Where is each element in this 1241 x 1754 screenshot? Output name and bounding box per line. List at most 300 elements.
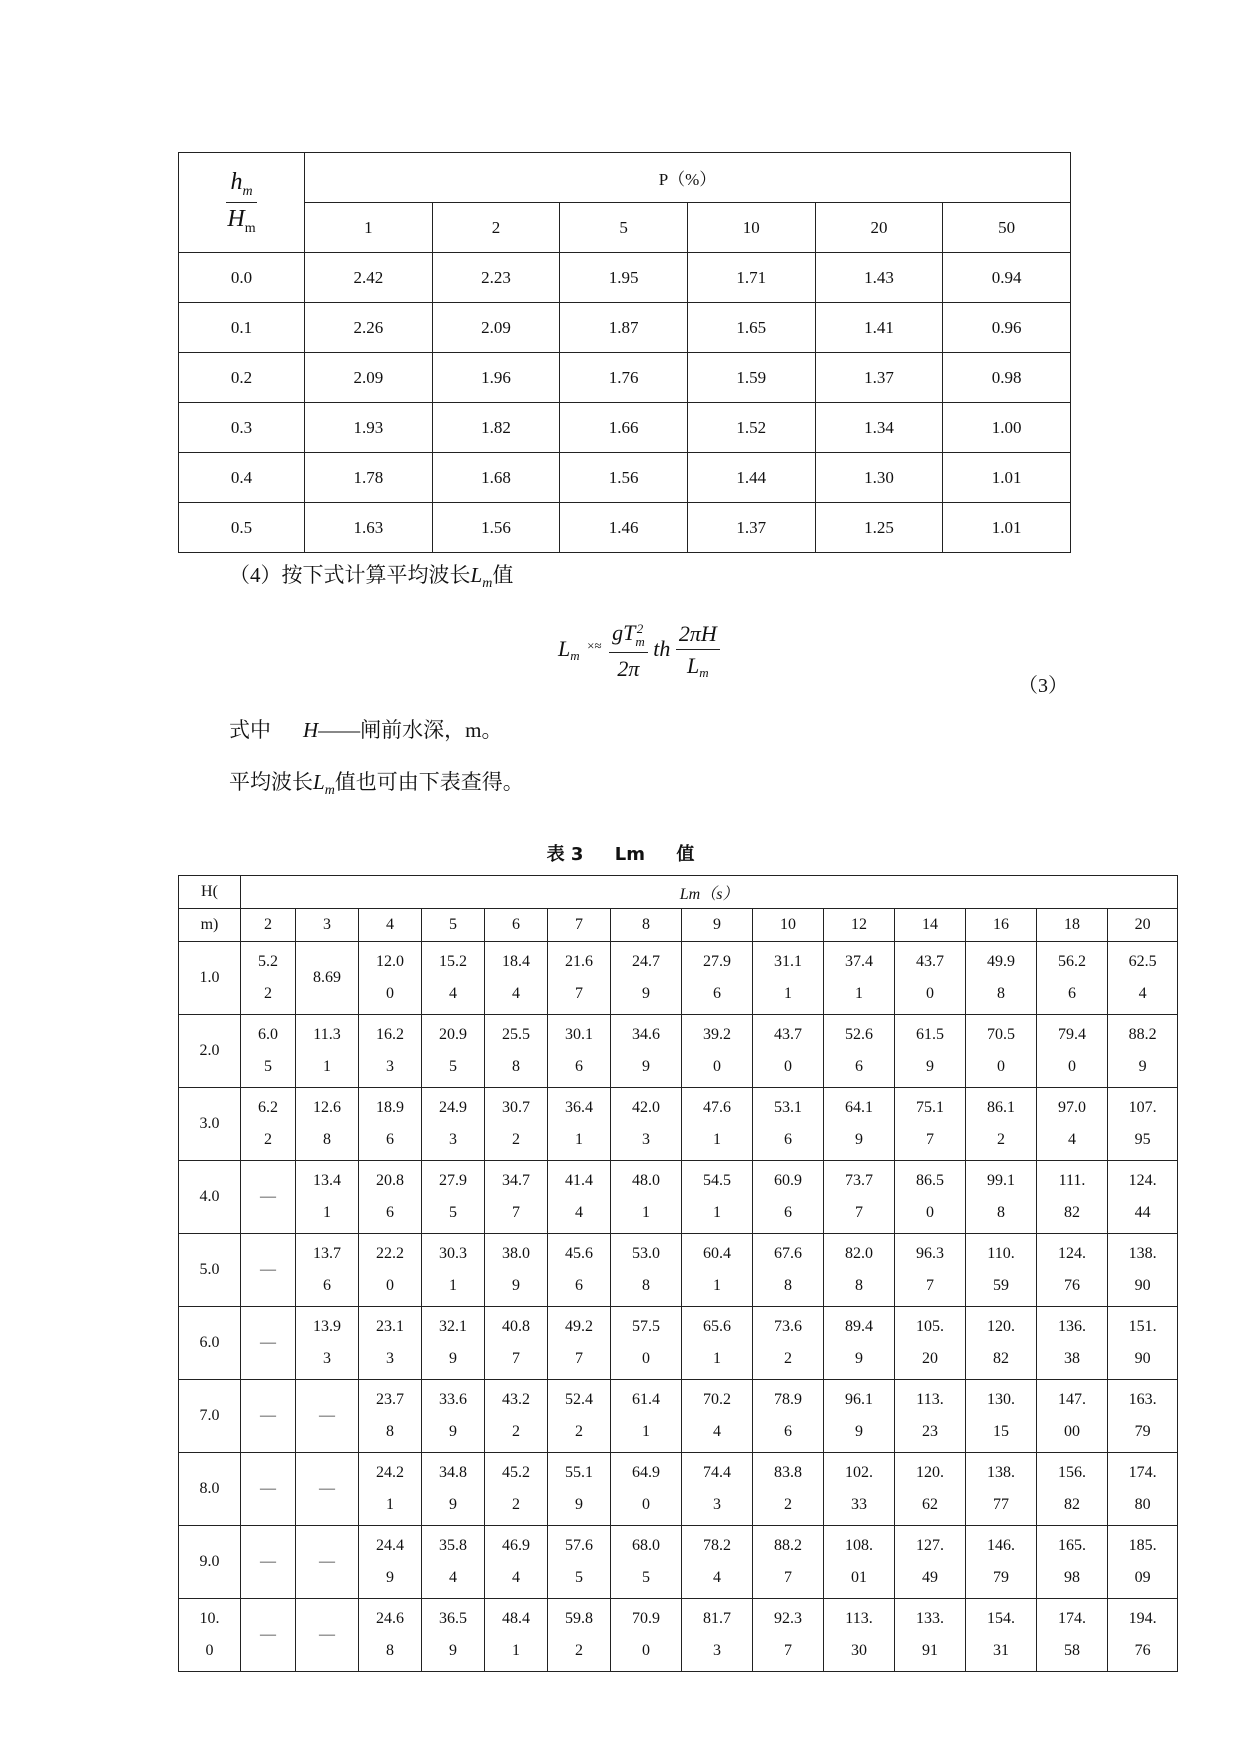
- wavelength-cell: [895, 1380, 966, 1453]
- cell-text-part: 98: [1064, 1569, 1080, 1586]
- cell-text-part: 13.9: [313, 1318, 341, 1335]
- cell-text-part: 49.2: [565, 1318, 593, 1335]
- table-cell: 1.37: [687, 503, 815, 553]
- wavelength-cell: [485, 1307, 548, 1380]
- wavelength-cell: [548, 1380, 611, 1453]
- cell-text-part: 124.: [1128, 1172, 1157, 1189]
- probability-column-header: 50: [943, 203, 1071, 253]
- cell-text-part: 1: [784, 985, 792, 1002]
- cell-text-part: 6: [386, 1204, 394, 1221]
- wavelength-cell: [824, 1453, 895, 1526]
- ratio-denominator-sub: m: [244, 220, 256, 236]
- cell-text-part: 3: [713, 1642, 721, 1659]
- depth-row-label: [179, 1307, 241, 1380]
- formula-lhs: L: [558, 636, 571, 662]
- cell-text-part: 23.7: [376, 1391, 404, 1408]
- cell-text-part: 59: [993, 1277, 1009, 1294]
- table-cell: 2.09: [305, 353, 433, 403]
- wavelength-cell: [1108, 1161, 1178, 1234]
- cell-text-part: 2: [997, 1131, 1005, 1148]
- cell-text-part: 79: [1134, 1423, 1151, 1440]
- cell-text-part: 4: [512, 985, 520, 1002]
- cell-text-part: 00: [1064, 1423, 1080, 1440]
- table-row: [179, 1453, 1178, 1526]
- formula-th: th: [653, 636, 671, 662]
- cell-text-part: 120.: [916, 1464, 944, 1481]
- wavelength-cell: [611, 1015, 682, 1088]
- table-cell: 1.37: [815, 353, 943, 403]
- wave-height-ratio-table: [178, 152, 1071, 553]
- cell-text-part: 75.1: [916, 1099, 944, 1116]
- wavelength-cell: [895, 1088, 966, 1161]
- wavelength-cell: [1108, 1307, 1178, 1380]
- cell-text-part: 30.3: [439, 1245, 467, 1262]
- table1-column-headers: [179, 203, 1071, 253]
- cell-text-part: 0: [997, 1058, 1005, 1075]
- cell-text-part: —: [260, 1553, 276, 1570]
- cell-text-part: 127.: [916, 1537, 944, 1554]
- cell-text-part: 13.7: [313, 1245, 341, 1262]
- cell-text-part: 0: [784, 1058, 792, 1075]
- cell-text-part: 22.2: [376, 1245, 404, 1262]
- cell-text-part: 82.0: [845, 1245, 873, 1262]
- cell-text-part: 138.: [987, 1464, 1015, 1481]
- wavelength-cell: [359, 1599, 422, 1672]
- ratio-numerator-sub: m: [242, 183, 253, 199]
- depth-row-label: [179, 942, 241, 1015]
- cell-text-part: —: [260, 1334, 276, 1351]
- cell-text-part: 2: [512, 1131, 520, 1148]
- table-cell: 0.98: [943, 353, 1071, 403]
- ratio-fraction: [226, 170, 256, 236]
- cell-text-part: 2: [264, 985, 272, 1002]
- wavelength-cell: [682, 1380, 753, 1453]
- wavelength-cell: [611, 942, 682, 1015]
- cell-text-part: 9: [642, 985, 650, 1002]
- wavelength-cell: [296, 1307, 359, 1380]
- cell-text-part: 25.5: [502, 1026, 530, 1043]
- cell-text-part: 9: [449, 1350, 457, 1367]
- depth-label-part: 5.0: [199, 1261, 220, 1278]
- wavelength-cell: [1037, 942, 1108, 1015]
- cell-text-part: 65.6: [703, 1318, 731, 1335]
- cell-text-part: 18.4: [502, 953, 530, 970]
- cell-text-part: 9: [855, 1423, 863, 1440]
- cell-text-part: —: [319, 1626, 335, 1643]
- cell-text-part: 4: [713, 1423, 721, 1440]
- row-label: 0.4: [179, 453, 305, 503]
- cell-text-part: 3: [386, 1350, 394, 1367]
- wavelength-cell: [548, 1088, 611, 1161]
- cell-text-part: 6: [1068, 985, 1076, 1002]
- cell-text-part: 1: [512, 1642, 520, 1659]
- table-cell: 2.42: [305, 253, 433, 303]
- cell-text-part: 34.7: [502, 1172, 530, 1189]
- cell-text-part: 9: [512, 1277, 520, 1294]
- cell-text-part: 9: [449, 1423, 457, 1440]
- wavelength-cell: [966, 1380, 1037, 1453]
- wavelength-cell: [241, 1161, 296, 1234]
- table-cell: 1.59: [687, 353, 815, 403]
- table-row: [179, 1526, 1178, 1599]
- table-row: [179, 942, 1178, 1015]
- cell-text-part: —: [260, 1480, 276, 1497]
- table-cell: 1.44: [687, 453, 815, 503]
- cell-text-part: 89.4: [845, 1318, 873, 1335]
- table-cell: 1.82: [432, 403, 560, 453]
- cell-text-part: 107.: [1128, 1099, 1157, 1116]
- table-row: [179, 353, 1071, 403]
- wavelength-cell: [895, 1453, 966, 1526]
- table-row: [179, 1307, 1178, 1380]
- cell-text-part: 82: [993, 1350, 1009, 1367]
- wavelength-cell: [1037, 1526, 1108, 1599]
- cell-text-part: 46.9: [502, 1537, 530, 1554]
- wavelength-cell: [359, 1161, 422, 1234]
- depth-row-label: [179, 1599, 241, 1672]
- wavelength-cell: [753, 1526, 824, 1599]
- wavelength-cell: [241, 1307, 296, 1380]
- wavelength-cell: [682, 1234, 753, 1307]
- cell-text-part: 6.2: [258, 1099, 278, 1116]
- period-column-header: 7: [548, 909, 611, 942]
- cell-text-part: 5: [264, 1058, 272, 1075]
- cell-text-part: 8: [997, 985, 1005, 1002]
- cell-text-part: 1: [713, 1350, 721, 1367]
- table-row: [179, 1234, 1178, 1307]
- cell-text-part: 83.8: [774, 1464, 802, 1481]
- cell-text-part: 61.4: [632, 1391, 660, 1408]
- cell-text-part: 138.: [1128, 1245, 1157, 1262]
- wavelength-cell: [359, 1526, 422, 1599]
- cell-text-part: 0: [386, 985, 394, 1002]
- table-cell: 0.96: [943, 303, 1071, 353]
- cell-text-part: 31: [993, 1642, 1009, 1659]
- wavelength-cell: [824, 1161, 895, 1234]
- cell-text-part: 111.: [1058, 1172, 1086, 1189]
- cell-text-part: 54.5: [703, 1172, 731, 1189]
- cell-text-part: 4: [713, 1569, 721, 1586]
- cell-text-part: 23: [922, 1423, 938, 1440]
- cell-text-part: —: [260, 1407, 276, 1424]
- wavelength-cell: [241, 1380, 296, 1453]
- cell-text-part: —: [260, 1626, 276, 1643]
- cell-text-part: 79: [993, 1569, 1009, 1586]
- cell-text-part: 154.: [987, 1610, 1015, 1627]
- period-column-header: 9: [682, 909, 753, 942]
- cell-text-part: 34.6: [632, 1026, 660, 1043]
- cell-text-part: 7: [855, 1204, 863, 1221]
- step4-text: [229, 565, 513, 591]
- cell-text-part: 70.9: [632, 1610, 660, 1627]
- wavelength-cell: [824, 942, 895, 1015]
- cell-text-part: 9: [855, 1131, 863, 1148]
- cell-text-part: 62.5: [1128, 953, 1157, 970]
- mean-wavelength-table: [178, 875, 1178, 1672]
- wavelength-cell: [824, 1380, 895, 1453]
- lookup-suffix: 值也可由下表查得。: [334, 770, 524, 794]
- cell-text-part: 33: [851, 1496, 867, 1513]
- cell-text-part: 53.1: [774, 1099, 802, 1116]
- period-column-header: 20: [1108, 909, 1178, 942]
- cell-text-part: 120.: [987, 1318, 1015, 1335]
- table-cell: 1.65: [687, 303, 815, 353]
- wavelength-cell: [753, 1453, 824, 1526]
- cell-text-part: 30: [851, 1642, 867, 1659]
- wavelength-cell: [296, 1161, 359, 1234]
- wavelength-cell: [1108, 1380, 1178, 1453]
- formula-fraction-2: $\frac{2\pi H}{Lm}$: [676, 623, 720, 679]
- cell-text-part: 6: [855, 1058, 863, 1075]
- table-cell: 1.87: [560, 303, 688, 353]
- table-cell: 2.26: [305, 303, 433, 353]
- cell-text-part: 6: [784, 1423, 792, 1440]
- cell-text-part: 44: [1134, 1204, 1151, 1221]
- cell-text-part: 79.4: [1058, 1026, 1086, 1043]
- cell-text-part: 15: [993, 1423, 1009, 1440]
- cell-text-part: —: [260, 1188, 276, 1205]
- cell-text-part: 8: [512, 1058, 520, 1075]
- cell-text-part: 9: [642, 1058, 650, 1075]
- table-row: [179, 403, 1071, 453]
- cell-text-part: 4: [512, 1569, 520, 1586]
- wavelength-cell: [485, 1453, 548, 1526]
- wavelength-cell: [682, 942, 753, 1015]
- cell-text-part: 62: [922, 1496, 938, 1513]
- cell-text-part: 1: [449, 1277, 457, 1294]
- cell-text-part: 3: [713, 1496, 721, 1513]
- wavelength-cell: [611, 1161, 682, 1234]
- wavelength-cell: [296, 1599, 359, 1672]
- cell-text-part: 58: [1064, 1642, 1080, 1659]
- cell-text-part: 33.6: [439, 1391, 467, 1408]
- wavelength-cell: [1108, 1453, 1178, 1526]
- cell-text-part: 86.1: [987, 1099, 1015, 1116]
- cell-text-part: 6: [323, 1277, 331, 1294]
- cell-text-part: 01: [851, 1569, 867, 1586]
- depth-row-label: [179, 1234, 241, 1307]
- cell-text-part: 130.: [987, 1391, 1015, 1408]
- cell-text-part: 7: [926, 1131, 934, 1148]
- period-column-header: 14: [895, 909, 966, 942]
- wavelength-cell: [966, 1234, 1037, 1307]
- wavelength-cell: [1108, 1088, 1178, 1161]
- probability-group-header: P（%）: [305, 153, 1071, 203]
- wavelength-cell: [422, 1161, 485, 1234]
- cell-text-part: 2: [512, 1423, 520, 1440]
- table-row: [179, 1161, 1178, 1234]
- depth-label-part: 4.0: [199, 1188, 220, 1205]
- wavelength-cell: [966, 1161, 1037, 1234]
- wavelength-cell: [359, 1015, 422, 1088]
- cell-text-part: 113.: [845, 1610, 873, 1627]
- cell-text-part: 86.5: [916, 1172, 944, 1189]
- cell-text-part: 55.1: [565, 1464, 593, 1481]
- cell-text-part: 27.9: [439, 1172, 467, 1189]
- cell-text-part: 5: [575, 1569, 583, 1586]
- table2-body: [179, 942, 1178, 1672]
- wavelength-cell: [895, 1234, 966, 1307]
- cell-text-part: 4: [1068, 1131, 1076, 1148]
- cell-text-part: 7: [926, 1277, 934, 1294]
- wavelength-cell: [1037, 1088, 1108, 1161]
- cell-text-part: 12.0: [376, 953, 404, 970]
- cell-text-part: 5: [449, 1204, 457, 1221]
- cell-text-part: 4: [449, 1569, 457, 1586]
- where-variable: H: [303, 718, 319, 742]
- wavelength-cell: [824, 1088, 895, 1161]
- wavelength-cell: [1037, 1453, 1108, 1526]
- cell-text-part: 37.4: [845, 953, 873, 970]
- wavelength-cell: [296, 1015, 359, 1088]
- wavelength-formula: [558, 622, 720, 680]
- cell-text-part: 43.2: [502, 1391, 530, 1408]
- cell-text-part: 43.7: [774, 1026, 802, 1043]
- cell-text-part: 1: [323, 1204, 331, 1221]
- cell-text-part: 147.: [1058, 1391, 1086, 1408]
- period-column-header: 12: [824, 909, 895, 942]
- cell-text-part: 8: [784, 1277, 792, 1294]
- cell-text-part: 9: [926, 1058, 934, 1075]
- cell-text-part: 96.1: [845, 1391, 873, 1408]
- table-cell: 1.96: [432, 353, 560, 403]
- step4-prefix: （4）按下式计算平均波长: [229, 563, 471, 587]
- wavelength-cell: [895, 1526, 966, 1599]
- cell-text-part: 81.7: [703, 1610, 731, 1627]
- wavelength-cell: [548, 942, 611, 1015]
- cell-text-part: 78.9: [774, 1391, 802, 1408]
- cell-text-part: 105.: [916, 1318, 944, 1335]
- cell-text-part: 3: [386, 1058, 394, 1075]
- cell-text-part: 24.9: [439, 1099, 467, 1116]
- cell-text-part: 8: [997, 1204, 1005, 1221]
- cell-text-part: 96.3: [916, 1245, 944, 1262]
- wavelength-cell: [895, 942, 966, 1015]
- table-row: [179, 1380, 1178, 1453]
- wavelength-cell: [422, 1380, 485, 1453]
- cell-text-part: 47.6: [703, 1099, 731, 1116]
- cell-text-part: 82: [1064, 1204, 1080, 1221]
- wavelength-cell: [485, 1234, 548, 1307]
- cell-text-part: 1: [386, 1496, 394, 1513]
- cell-text-part: 2: [512, 1496, 520, 1513]
- wavelength-cell: [422, 1015, 485, 1088]
- cell-text-part: 80: [1134, 1496, 1151, 1513]
- wavelength-cell: [682, 1453, 753, 1526]
- cell-text-part: 32.1: [439, 1318, 467, 1335]
- table-cell: 1.66: [560, 403, 688, 453]
- cell-text-part: 64.9: [632, 1464, 660, 1481]
- cell-text-part: 53.0: [632, 1245, 660, 1262]
- wavelength-cell: [1037, 1161, 1108, 1234]
- cell-text-part: 24.2: [376, 1464, 404, 1481]
- wavelength-cell: [296, 942, 359, 1015]
- row-label: 0.5: [179, 503, 305, 553]
- cell-text-part: 74.4: [703, 1464, 731, 1481]
- wavelength-cell: [753, 1307, 824, 1380]
- cell-text-part: 2: [575, 1642, 583, 1659]
- cell-text-part: 146.: [987, 1537, 1015, 1554]
- wavelength-cell: [682, 1526, 753, 1599]
- cell-text-part: 88.2: [1128, 1026, 1157, 1043]
- cell-text-part: 73.7: [845, 1172, 873, 1189]
- cell-text-part: 8: [386, 1642, 394, 1659]
- depth-label-part: 2.0: [199, 1042, 220, 1059]
- cell-text-part: 102.: [845, 1464, 873, 1481]
- wavelength-cell: [1108, 1526, 1178, 1599]
- wavelength-cell: [824, 1015, 895, 1088]
- table-cell: 1.43: [815, 253, 943, 303]
- cell-text-part: 5: [449, 1058, 457, 1075]
- cell-text-part: 0: [1068, 1058, 1076, 1075]
- cell-text-part: 34.8: [439, 1464, 467, 1481]
- cell-text-part: 6: [575, 1277, 583, 1294]
- cell-text-part: 136.: [1058, 1318, 1086, 1335]
- period-column-header: 2: [241, 909, 296, 942]
- wavelength-cell: [753, 1088, 824, 1161]
- probability-column-header: 10: [687, 203, 815, 253]
- cell-text-part: 92.3: [774, 1610, 802, 1627]
- table-cell: 1.93: [305, 403, 433, 453]
- cell-text-part: 45.6: [565, 1245, 593, 1262]
- table-cell: 1.63: [305, 503, 433, 553]
- cell-text-part: 60.4: [703, 1245, 731, 1262]
- depth-header-bottom: m): [179, 909, 241, 942]
- cell-text-part: 174.: [1058, 1610, 1086, 1627]
- cell-text-part: 68.0: [632, 1537, 660, 1554]
- cell-text-part: —: [319, 1407, 335, 1424]
- lookup-variable: $L_m$: [313, 770, 335, 799]
- wavelength-cell: [241, 942, 296, 1015]
- cell-text-part: 9: [1138, 1058, 1147, 1075]
- table-cell: 1.46: [560, 503, 688, 553]
- wavelength-cell: [548, 1015, 611, 1088]
- cell-text-part: 9: [386, 1569, 394, 1586]
- probability-column-header: 20: [815, 203, 943, 253]
- wavelength-cell: [359, 1380, 422, 1453]
- cell-text-part: —: [319, 1480, 335, 1497]
- table-row: [179, 1088, 1178, 1161]
- cell-text-part: 82: [1064, 1496, 1080, 1513]
- wavelength-cell: [1037, 1599, 1108, 1672]
- cell-text-part: 90: [1134, 1277, 1151, 1294]
- depth-label-part: 7.0: [199, 1407, 220, 1424]
- cell-text-part: 9: [449, 1642, 457, 1659]
- wavelength-cell: [895, 1307, 966, 1380]
- wavelength-cell: [966, 942, 1037, 1015]
- step4-variable: $L_m$: [470, 563, 493, 592]
- wavelength-cell: [895, 1015, 966, 1088]
- period-group-header: Lm（s）: [241, 876, 1178, 909]
- cell-text-part: 42.0: [632, 1099, 660, 1116]
- cell-text-part: 24.6: [376, 1610, 404, 1627]
- wavelength-cell: [753, 1161, 824, 1234]
- wavelength-cell: [1108, 942, 1178, 1015]
- cell-text-part: 7: [575, 985, 583, 1002]
- cell-text-part: 165.: [1058, 1537, 1086, 1554]
- cell-text-part: 11.3: [313, 1026, 341, 1043]
- cell-text-part: 1: [642, 1204, 650, 1221]
- cell-text-part: 67.6: [774, 1245, 802, 1262]
- cell-text-part: 7: [512, 1350, 520, 1367]
- cell-text-part: 110.: [987, 1245, 1015, 1262]
- wavelength-cell: [1108, 1234, 1178, 1307]
- cell-text-part: 20.9: [439, 1026, 467, 1043]
- wavelength-cell: [296, 1088, 359, 1161]
- cell-text-part: 91: [922, 1642, 938, 1659]
- table-row: [179, 1599, 1178, 1672]
- table-row: [179, 453, 1071, 503]
